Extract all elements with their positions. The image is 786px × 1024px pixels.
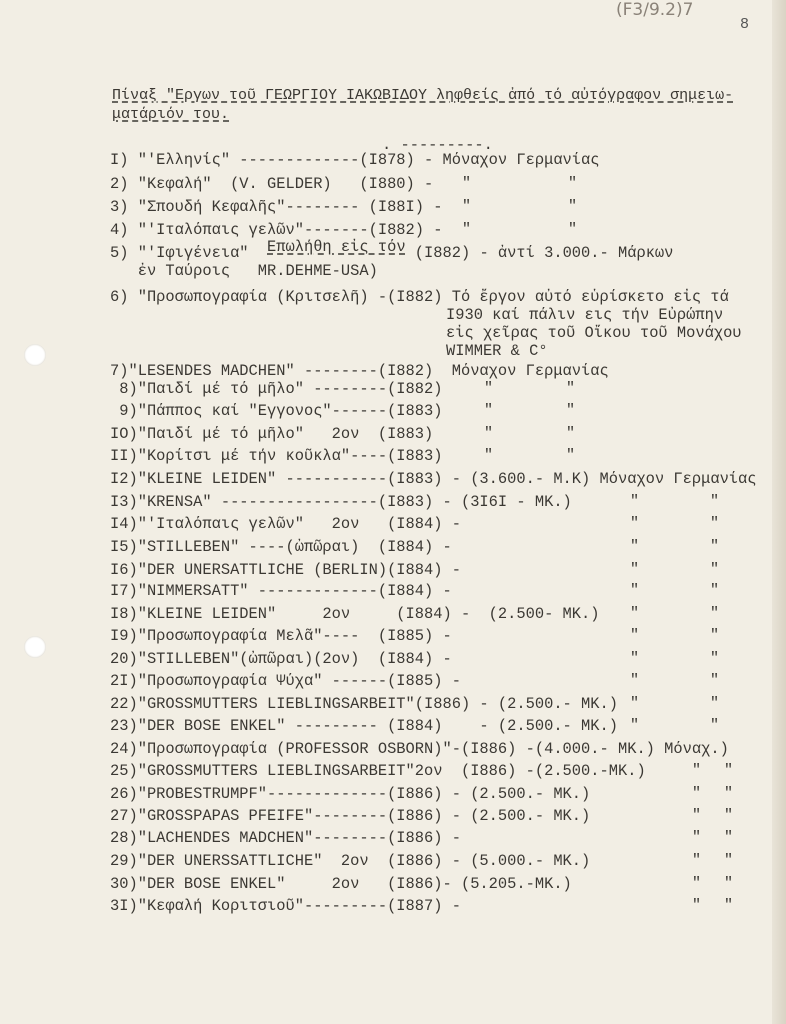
ditto-mark: ": [692, 785, 702, 802]
ditto-mark: ": [462, 221, 472, 238]
ditto-mark: ": [724, 762, 734, 779]
work-entry: 27)"GROSSPAPAS PFEIFE"--------(I886) - (2.500.- MK.): [110, 807, 591, 825]
list-item: [110, 605, 600, 623]
list-item: [110, 151, 600, 169]
list-item: [110, 362, 609, 380]
ditto-mark: ": [462, 198, 472, 215]
work-entry: I5)"STILLEBEN" ----(ὠπῶραι) (I884) -: [110, 538, 452, 556]
work-entry: 30)"DER BOSE ENKEL" 2ον (I886)- (5.205.-MK.): [110, 875, 572, 893]
list-item: [110, 447, 443, 465]
list-item: [110, 897, 461, 915]
ditto-mark: ": [724, 829, 734, 846]
ditto-mark: ": [630, 650, 640, 667]
work-entry: 7)"LESENDES MADCHEN" --------(I882) Μόναχον Γερμανίας: [110, 362, 609, 380]
work-entry-continued: ἐν Ταύροις MR.DEHME-USA): [110, 262, 378, 280]
separator: . ---------.: [382, 136, 493, 154]
ditto-mark: ": [692, 807, 702, 824]
title-line-2: ματάριόν του.: [112, 106, 230, 123]
ditto-mark: ": [710, 605, 720, 622]
work-entry: I3)"KRENSA" -----------------(I883) - (3I6I - MK.): [110, 493, 572, 511]
ditto-mark: ": [484, 447, 494, 464]
ditto-mark: ": [566, 425, 576, 442]
ditto-mark: ": [710, 672, 720, 689]
list-item: [110, 582, 452, 600]
list-item: [110, 221, 443, 239]
ditto-mark: ": [630, 605, 640, 622]
work-entry: 8)"Παιδί μέ τό μῆλο" --------(I882): [110, 380, 443, 398]
list-item: [110, 198, 443, 216]
list-item: [110, 672, 461, 690]
ditto-mark: ": [630, 561, 640, 578]
title-line-1: Πίναξ "Εργων τοῦ ΓΕΩΡΓΙΟΥ ΙΑΚΩΒΙΔΟΥ ληφθείς ἀπό τό αὐτόγραφον σημειω-: [112, 87, 734, 104]
ditto-mark: ": [724, 897, 734, 914]
ditto-mark: ": [724, 785, 734, 802]
work-entry: I7)"NIMMERSATT" -------------(I884) -: [110, 582, 452, 600]
list-item: [110, 829, 461, 847]
work-entry: 22)"GROSSMUTTERS LIEBLINGSARBEIT"(I886) - (2.500.- MK.): [110, 695, 618, 713]
work-entry: 6) "Προσωπογραφία (Κριτσελῆ) -(I882) Τό ἔργον αὐτό εὑρίσκετο εἰς τά: [110, 288, 729, 306]
work-entry: 2I)"Προσωπογραφία Ψύχα" ------(I885) -: [110, 672, 461, 690]
ditto-mark: ": [566, 447, 576, 464]
ditto-mark: ": [710, 582, 720, 599]
ditto-mark: ": [724, 807, 734, 824]
list-item: [110, 425, 433, 443]
work-entry: 5) "'Ιφιγένεια": [110, 244, 268, 262]
ditto-mark: ": [630, 515, 640, 532]
work-entry: 4) "'Ιταλόπαις γελῶν"-------(I882) -: [110, 221, 443, 239]
work-entry: 26)"PROBESTRUMPF"-------------(I886) - (2.500.- MK.): [110, 785, 591, 803]
ditto-mark: ": [484, 380, 494, 397]
list-item: [110, 627, 452, 645]
list-item: [110, 288, 729, 306]
ditto-mark: ": [462, 175, 472, 192]
punch-hole: [24, 636, 46, 658]
ditto-mark: ": [692, 897, 702, 914]
ditto-mark: ": [630, 538, 640, 555]
list-item: [110, 238, 674, 262]
work-entry: 29)"DER UNERSSATTLICHE" 2ον (I886) - (5.000.- MK.): [110, 852, 591, 870]
ditto-mark: ": [630, 627, 640, 644]
ditto-mark: ": [630, 695, 640, 712]
work-entry: I8)"KLEINE LEIDEN" 2ον (I884) - (2.500- MK.): [110, 605, 600, 623]
list-item: [110, 402, 443, 420]
ditto-mark: ": [710, 561, 720, 578]
work-entry: 9)"Πάππος καί "Εγγονος"------(I883): [110, 402, 443, 420]
list-item: [110, 740, 729, 758]
list-item: [110, 538, 452, 556]
list-item: [110, 875, 572, 893]
work-entry: I6)"DER UNERSATTLICHE (BERLIN)(I884) -: [110, 561, 461, 579]
ditto-mark: ": [724, 852, 734, 869]
work-entry: I9)"Προσωπογραφία Μελᾶ"---- (I885) -: [110, 627, 452, 645]
ditto-mark: ": [630, 493, 640, 510]
list-item: [110, 493, 572, 511]
work-entry-price: (I882) - ἀντί 3.000.- Μάρκων: [405, 244, 674, 262]
ditto-mark: ": [692, 762, 702, 779]
ditto-mark: ": [710, 695, 720, 712]
ditto-mark: ": [710, 493, 720, 510]
ditto-mark: ": [710, 650, 720, 667]
work-entry: 24)"Προσωπογραφία (PROFESSOR OSBORN)"-(I886) -(4.000.- MK.) Μόναχ.): [110, 740, 729, 758]
list-item: [110, 650, 452, 668]
list-item: [110, 717, 618, 735]
work-entry: 3) "Σπουδή Κεφαλῆς"-------- (I88I) -: [110, 198, 443, 216]
work-entry: I) "'Ελληνίς" -------------(I878) - Μόναχον Γερμανίας: [110, 151, 600, 169]
work-entry-remark: I930 καί πάλιν εις τήν Εὐρώπην: [446, 306, 724, 324]
work-entry: 28)"LACHENDES MADCHEN"--------(I886) -: [110, 829, 461, 847]
sale-note: Επωλήθη εἰς τόν: [267, 238, 406, 256]
ditto-mark: ": [630, 717, 640, 734]
work-entry: I4)"'Ιταλόπαις γελῶν" 2ον (I884) -: [110, 515, 461, 533]
ditto-mark: ": [692, 875, 702, 892]
list-item: [110, 561, 461, 579]
work-entry: 20)"STILLEBEN"(ὠπῶραι)(2ον) (I884) -: [110, 650, 452, 668]
work-entry: 25)"GROSSMUTTERS LIEBLINGSARBEIT"2ον (I886) -(2.500.-MK.): [110, 762, 646, 780]
ditto-mark: ": [710, 515, 720, 532]
list-item: [110, 762, 646, 780]
list-item: [110, 852, 590, 870]
work-entry: I2)"KLEINE LEIDEN" -----------(I883) - (3.600.- M.K) Μόναχον Γερμανίας: [110, 470, 757, 488]
ditto-mark: ": [710, 627, 720, 644]
work-entry: 23)"DER BOSE ENKEL" --------- (I884) - (2.500.- MK.): [110, 717, 618, 735]
list-item: [110, 470, 757, 488]
work-entry-remark: WIMMER & C°: [446, 342, 548, 360]
ditto-mark: ": [568, 175, 578, 192]
page-number: 8: [740, 16, 750, 33]
ditto-mark: ": [692, 829, 702, 846]
work-entry-remark: εἰς χεῖρας τοῦ Οἴκου τοῦ Μονάχου: [446, 324, 742, 342]
ditto-mark: ": [710, 717, 720, 734]
list-item: [110, 695, 618, 713]
page-edge: [772, 0, 786, 1024]
work-entry: 3I)"Κεφαλή Κοριτσιοῦ"---------(I887) -: [110, 897, 461, 915]
ditto-mark: ": [566, 380, 576, 397]
ditto-mark: ": [568, 198, 578, 215]
work-entry: II)"Κορίτσι μέ τήν κοῦκλα"----(I883): [110, 447, 443, 465]
list-item: [110, 785, 590, 803]
ditto-mark: ": [568, 221, 578, 238]
work-entry: 2) "Κεφαλή" (V. GELDER) (I880) -: [110, 175, 434, 193]
ditto-mark: ": [630, 672, 640, 689]
ditto-mark: ": [710, 538, 720, 555]
ditto-mark: ": [566, 402, 576, 419]
ditto-mark: ": [692, 852, 702, 869]
ditto-mark: ": [630, 582, 640, 599]
list-item: [110, 807, 590, 825]
list-item: [110, 380, 443, 398]
list-item: [110, 515, 461, 533]
work-entry: IO)"Παιδί μέ τό μῆλο" 2ον (I883): [110, 425, 434, 443]
ditto-mark: ": [724, 875, 734, 892]
archive-reference: (F3/9.2)7: [616, 0, 694, 20]
ditto-mark: ": [484, 402, 494, 419]
punch-hole: [24, 344, 46, 366]
list-item: [110, 175, 433, 193]
ditto-mark: ": [484, 425, 494, 442]
